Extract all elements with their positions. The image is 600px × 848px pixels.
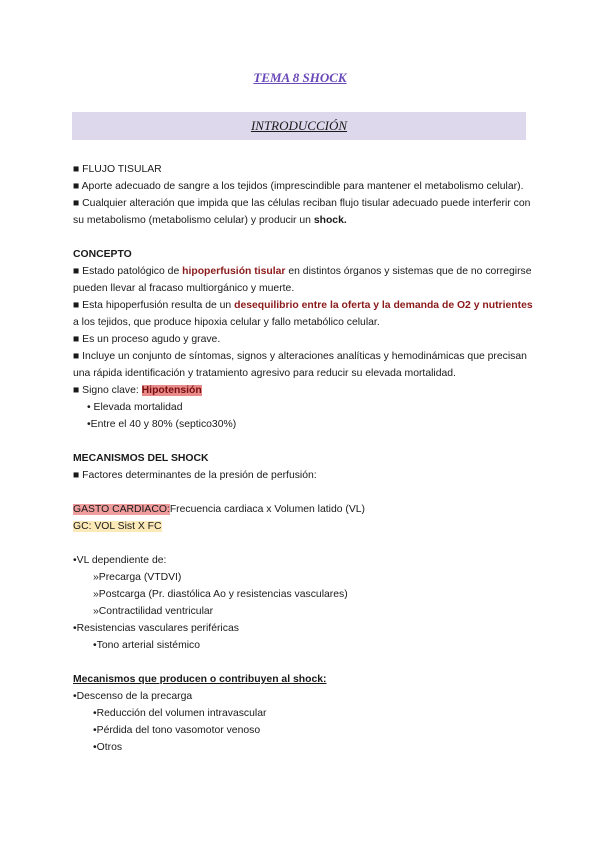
- dot-icon: •: [93, 725, 97, 736]
- list-item: •Resistencias vasculares periféricas: [73, 623, 239, 634]
- list-item: •Otros: [93, 742, 123, 753]
- list-item: •Entre el 40 y 80% (septico30%): [87, 419, 237, 430]
- page-title: TEMA 8 SHOCK: [253, 70, 347, 85]
- dot-icon: •: [93, 742, 97, 753]
- dot-icon: •: [87, 402, 91, 413]
- chevron-icon: »: [93, 589, 99, 600]
- bullet-icon: ■: [73, 351, 80, 362]
- list-item: • Elevada mortalidad: [87, 402, 183, 413]
- bullet-icon: ■: [73, 181, 80, 192]
- list-item: ■ Estado patológico de hipoperfusión tisular en distintos órganos y sistemas que de no corregirse pueden llevar al fracaso multiorgánico y muerte.: [73, 266, 532, 294]
- chevron-icon: »: [93, 606, 99, 617]
- dot-icon: •: [87, 419, 91, 430]
- bullet-icon: ■: [73, 300, 80, 311]
- list-item: ■ Es un proceso agudo y grave.: [73, 334, 221, 345]
- list-item: •Pérdida del tono vasomotor venoso: [93, 725, 261, 736]
- list-item: •VL dependiente de:: [73, 555, 167, 566]
- section-subheading: MECANISMOS DEL SHOCK: [73, 453, 209, 464]
- list-item: ■ Esta hipoperfusión resulta de un desequilibrio entre la oferta y la demanda de O2 y nutrientes a los tejidos, que produce hipoxia celular y fallo metabólico celular.: [73, 300, 533, 328]
- formula-line: [73, 518, 533, 535]
- section-heading: INTRODUCCIÓN: [250, 118, 348, 133]
- dot-icon: •: [93, 640, 97, 651]
- bullet-icon: ■: [73, 470, 80, 481]
- bullet-icon: ■: [73, 385, 80, 396]
- dot-icon: •: [73, 691, 77, 702]
- list-item: ■ Signo clave: Hipotensión: [73, 385, 202, 396]
- section-subheading: CONCEPTO: [73, 249, 132, 260]
- document-body: [73, 161, 533, 756]
- bullet-icon: ■: [73, 164, 80, 175]
- list-item: »Precarga (VTDVI): [93, 572, 182, 583]
- bullet-icon: ■: [73, 334, 80, 345]
- list-item: •Descenso de la precarga: [73, 691, 193, 702]
- list-item: •Reducción del volumen intravascular: [93, 708, 267, 719]
- list-item: ■ Cualquier alteración que impida que las células reciban flujo tisular adecuado puede interferir con su metabolismo (metabolismo celular) y producir un shock.: [73, 198, 531, 226]
- dot-icon: •: [93, 708, 97, 719]
- list-item: •Tono arterial sistémico: [93, 640, 201, 651]
- highlight: GASTO CARDIACO:: [73, 504, 170, 515]
- section-heading-band: [72, 112, 526, 140]
- list-item: ■ Factores determinantes de la presión de perfusión:: [73, 470, 317, 481]
- highlight: GC: VOL Sist X FC: [73, 521, 162, 532]
- gasto-cardiaco-line: GASTO CARDIACO:Frecuencia cardiaca x Volumen latido (VL): [73, 504, 366, 515]
- list-item: »Contractilidad ventricular: [93, 606, 214, 617]
- bullet-icon: ■: [73, 266, 80, 277]
- highlight: Hipotensión: [141, 385, 202, 396]
- list-item: »Postcarga (Pr. diastólica Ao y resistencias vasculares): [93, 589, 348, 600]
- list-item: ■ Aporte adecuado de sangre a los tejidos (imprescindible para mantener el metabolismo celular).: [73, 181, 524, 192]
- dot-icon: •: [73, 623, 77, 634]
- section-subheading: Mecanismos que producen o contribuyen al shock:: [73, 674, 327, 685]
- bullet-icon: ■: [73, 198, 80, 209]
- list-item: ■ Incluye un conjunto de síntomas, signos y alteraciones analíticas y hemodinámicas que precisan una rápida identificación y tratamiento agresivo para reducir su elevada mortalidad.: [73, 351, 527, 379]
- dot-icon: •: [73, 555, 77, 566]
- list-item: ■ FLUJO TISULAR: [73, 164, 162, 175]
- chevron-icon: »: [93, 572, 99, 583]
